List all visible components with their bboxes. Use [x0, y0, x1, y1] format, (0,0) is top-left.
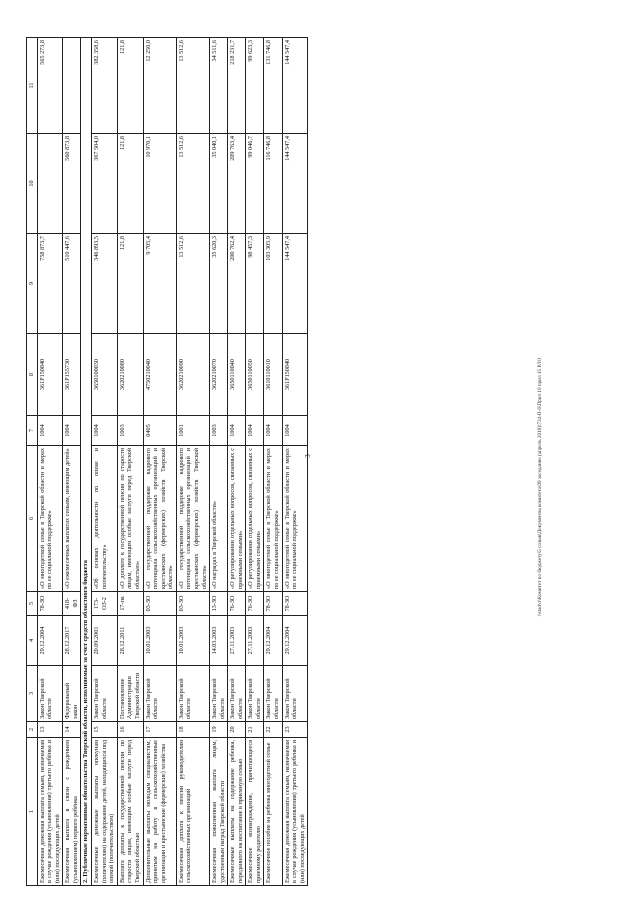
table-cell: 3650110040 — [228, 334, 246, 416]
table-cell: 121,8 — [117, 134, 143, 234]
table-cell: «Об основах деятельности по опеке и попечительству» — [92, 446, 118, 592]
table-cell: Постановление Администрации Тверской области — [117, 666, 143, 722]
table-cell: 116 746,8 — [264, 134, 282, 234]
table-cell: 27.11.2003 — [246, 616, 264, 666]
table-cell: Ежемесячная пожизненная выплата лицам, удостоенным наград Тверской области — [210, 738, 228, 886]
table-cell: 14.03.2003 — [210, 616, 228, 666]
table-cell: «О государственной поддержке кадрового потенциала сельскохозяйственных организаций и крестьянских (фермерских) хозяйств Тверской области» — [143, 446, 176, 592]
column-header: 5 — [27, 592, 38, 616]
table-cell: 200 762,4 — [228, 234, 246, 334]
table-cell: Ежемесячная доплата к пенсии руководителям сельскохозяйственных организаций — [176, 738, 209, 886]
table-cell: 98 457,3 — [246, 234, 264, 334]
table-cell: 28.12.2011 — [117, 616, 143, 666]
obligations-table — [26, 37, 308, 886]
table-cell: 78-ЗО — [37, 592, 63, 616]
table-cell: 3610110010 — [264, 334, 282, 416]
table-cell: 9 705,4 — [143, 234, 176, 334]
table-cell: 22 — [264, 722, 282, 738]
column-header: 6 — [27, 446, 38, 592]
table-cell: «О наградах в Тверской области» — [210, 446, 228, 592]
table-cell: 35 040,1 — [210, 134, 228, 234]
table-cell: 78-ЗО — [282, 592, 308, 616]
table-row — [228, 38, 246, 886]
table-row — [264, 38, 282, 886]
table-cell: 20 — [228, 722, 246, 738]
table-cell — [37, 134, 63, 234]
table-cell: 17-па — [117, 592, 143, 616]
table-cell: Закон Тверской области — [282, 666, 308, 722]
table-cell: «О регулировании отдельных вопросов, связанных с приемными семьями» — [246, 446, 264, 592]
table-cell: «О регулировании отдельных вопросов, связанных с приемными семьями» — [228, 446, 246, 592]
table-cell: 76-ЗО — [246, 592, 264, 616]
column-header: 9 — [27, 234, 38, 334]
table-cell: 29.12.2004 — [282, 616, 308, 666]
table-cell: 1004 — [246, 416, 264, 446]
table-cell: 382 358,6 — [92, 38, 118, 134]
column-header: 3 — [27, 666, 38, 722]
table-cell: 1004 — [228, 416, 246, 446]
column-header: 10 — [27, 134, 38, 234]
table-cell: 144 547,4 — [282, 134, 308, 234]
table-cell: 1003 — [210, 416, 228, 446]
table-cell: 4750210040 — [143, 334, 176, 416]
column-header: 11 — [27, 38, 38, 134]
table-cell: 144 547,4 — [282, 234, 308, 334]
table-cell: 14 — [63, 722, 81, 738]
table-cell: 131 746,8 — [264, 38, 282, 134]
column-header: 2 — [27, 722, 38, 738]
table-cell: 17 — [143, 722, 176, 738]
table-cell: 367 504,0 — [92, 134, 118, 234]
table-cell: 560 873,8 — [63, 134, 81, 234]
table-cell: 35 620,3 — [210, 234, 228, 334]
table-cell: 76-ЗО — [228, 592, 246, 616]
table-cell: 12 250,0 — [143, 38, 176, 134]
table-cell: 0405 — [143, 416, 176, 446]
table-cell: Ежемесячные выплаты на содержание ребенка, переданного на воспитание в приемную семью — [228, 738, 246, 886]
table-cell: 13 512,6 — [176, 134, 209, 234]
column-header: 4 — [27, 616, 38, 666]
table-cell: «О многодетной семье в Тверской области и мерах по ее социальной поддержке» — [37, 446, 63, 592]
file-path-footer: \\stadvr\Комитет по бюджету\5 созыв\Документы комитета\09 заседание (апрель 2018)\734-П-6\Прил 10 прил 15 РЛО — [537, 357, 543, 617]
table-cell: 565 273,8 — [37, 38, 63, 134]
table-cell: «О многодетной семье в Тверской области и мерах по ее социальной поддержке» — [282, 446, 308, 592]
table-cell: «О государственной поддержке кадрового потенциала сельскохозяйственных организаций и крестьянских (фермерских) хозяйств Тверской области» — [176, 446, 209, 592]
table-cell: 418-ФЗ — [63, 592, 81, 616]
table-row — [210, 38, 228, 886]
table-cell: Ежемесячные денежные выплаты опекунам (попечителям) на содержание детей, находящихся под опекой (попечительством) — [92, 738, 118, 886]
header-row — [27, 38, 38, 886]
table-cell: 10.01.2003 — [176, 616, 209, 666]
table-cell: 34 511,6 — [210, 38, 228, 134]
table-cell: 3620210070 — [210, 334, 228, 416]
table-cell: «О многодетной семье в Тверской области и мерах по ее социальной поддержке» — [264, 446, 282, 592]
table-row — [143, 38, 176, 886]
table-cell: 10 970,1 — [143, 134, 176, 234]
table-cell: «О доплате к государственной пенсии по старости лицам, имеющим особые заслуги перед Тверской областью» — [117, 446, 143, 592]
table-cell: 13 512,6 — [176, 234, 209, 334]
table-row — [92, 38, 118, 886]
table-cell: 03-ЗО — [143, 592, 176, 616]
table-cell: Закон Тверской области — [228, 666, 246, 722]
table-cell: Ежемесячная денежная выплата семьям, назначаемая в случае рождения (усыновления) третьего ребёнка и (или) последующих детей — [37, 738, 63, 886]
table-cell: 3620210090 — [176, 334, 209, 416]
table-cell: 27.11.2003 — [228, 616, 246, 666]
table-cell: 03-ЗО — [176, 592, 209, 616]
table-cell: 361P155730 — [63, 334, 81, 416]
table-cell: 20.09.2001 — [92, 616, 118, 666]
table-cell: Закон Тверской области — [37, 666, 63, 722]
table-cell: 21 — [246, 722, 264, 738]
table-cell: 78-ЗО — [264, 592, 282, 616]
table-cell: 173-ОЗ-2 — [92, 592, 118, 616]
table-cell: Выплата доплаты к государственной пенсии по старости лицам, имеющим особые заслуги перед Тверской областью — [117, 738, 143, 886]
table-cell: 121,8 — [117, 38, 143, 134]
table-cell: 99 623,3 — [246, 38, 264, 134]
table-cell: 361P150840 — [282, 334, 308, 416]
table-cell: 1004 — [282, 416, 308, 446]
table-cell: 1003 — [117, 416, 143, 446]
column-header: 8 — [27, 334, 38, 416]
table-cell: Ежемесячная выплата в связи с рождением (усыновлением) первого ребёнка — [63, 738, 81, 886]
column-header: 7 — [27, 416, 38, 446]
table-cell: 29.12.2004 — [264, 616, 282, 666]
table-cell: Закон Тверской области — [176, 666, 209, 722]
table-cell: 3650110050 — [246, 334, 264, 416]
table-cell: 1004 — [92, 416, 118, 446]
table-cell: 99 046,7 — [246, 134, 264, 234]
table-cell: 1004 — [37, 416, 63, 446]
table-cell: Закон Тверской области — [264, 666, 282, 722]
table-cell: 13 — [37, 722, 63, 738]
table-cell — [63, 38, 81, 134]
table-cell: 15 — [92, 722, 118, 738]
table-cell: Дополнительные выплаты молодым специалистам, принятым на работу в сельскохозяйственные организации и крестьянские (фермерские) хозяйства — [143, 738, 176, 886]
table-cell: 10.01.2003 — [143, 616, 176, 666]
table-cell: Ежемесячное пособие на ребенка многодетной семье — [264, 738, 282, 886]
table-cell: 19 — [210, 722, 228, 738]
table-cell: Ежемесячная денежная выплата семьям, назначаемая в случае рождения (усыновления) третьего ребенка и (или) последующих детей — [282, 738, 308, 886]
table-cell: Федеральный закон — [63, 666, 81, 722]
table-cell: 1004 — [63, 416, 81, 446]
table-cell: 144 547,4 — [282, 38, 308, 134]
column-header: 1 — [27, 738, 38, 886]
table-cell: 121,8 — [117, 234, 143, 334]
table-cell: 13 512,6 — [176, 38, 209, 134]
table-row — [63, 38, 81, 886]
table-cell: 1001 — [176, 416, 209, 446]
table-cell: 1004 — [264, 416, 282, 446]
table-cell: Закон Тверской области — [92, 666, 118, 722]
table-cell: Закон Тверской области — [143, 666, 176, 722]
obligations-table-wrapper — [26, 38, 308, 886]
table-row — [117, 38, 143, 886]
table-cell: 16 — [117, 722, 143, 738]
table-cell: Закон Тверской области — [246, 666, 264, 722]
table-cell: 13-ЗО — [210, 592, 228, 616]
table-cell: 346 893,5 — [92, 234, 118, 334]
table-row — [282, 38, 308, 886]
table-cell: 209 763,4 — [228, 134, 246, 234]
table-row — [37, 38, 63, 886]
section-row — [81, 38, 92, 886]
table-body-a — [37, 38, 81, 886]
table-cell: 510 447,6 — [63, 234, 81, 334]
table-cell: «О ежемесячных выплатах семьям, имеющим детей» — [63, 446, 81, 592]
table-cell: 28.12.2017 — [63, 616, 81, 666]
table-row — [246, 38, 264, 886]
table-cell: 29.12.2004 — [37, 616, 63, 666]
table-row — [176, 38, 209, 886]
section-heading: 2. Публичные нормативные обязательства Тверской области, исполняемые за счет средств областного бюджета — [81, 38, 92, 886]
table-cell: Закон Тверской области — [210, 666, 228, 722]
table-cell: 3650100030 — [92, 334, 118, 416]
page-number: 3 — [303, 454, 312, 458]
table-cell: 23 — [282, 722, 308, 738]
table-cell: 361P150840 — [37, 334, 63, 416]
table-cell: 3620210080 — [117, 334, 143, 416]
table-cell: Ежемесячное вознаграждение, причитающееся приемному родителю — [246, 738, 264, 886]
table-cell: 103 305,9 — [264, 234, 282, 334]
table-cell: 758 873,7 — [37, 234, 63, 334]
table-body-b — [92, 38, 308, 886]
table-cell: 18 — [176, 722, 209, 738]
table-cell: 218 231,7 — [228, 38, 246, 134]
